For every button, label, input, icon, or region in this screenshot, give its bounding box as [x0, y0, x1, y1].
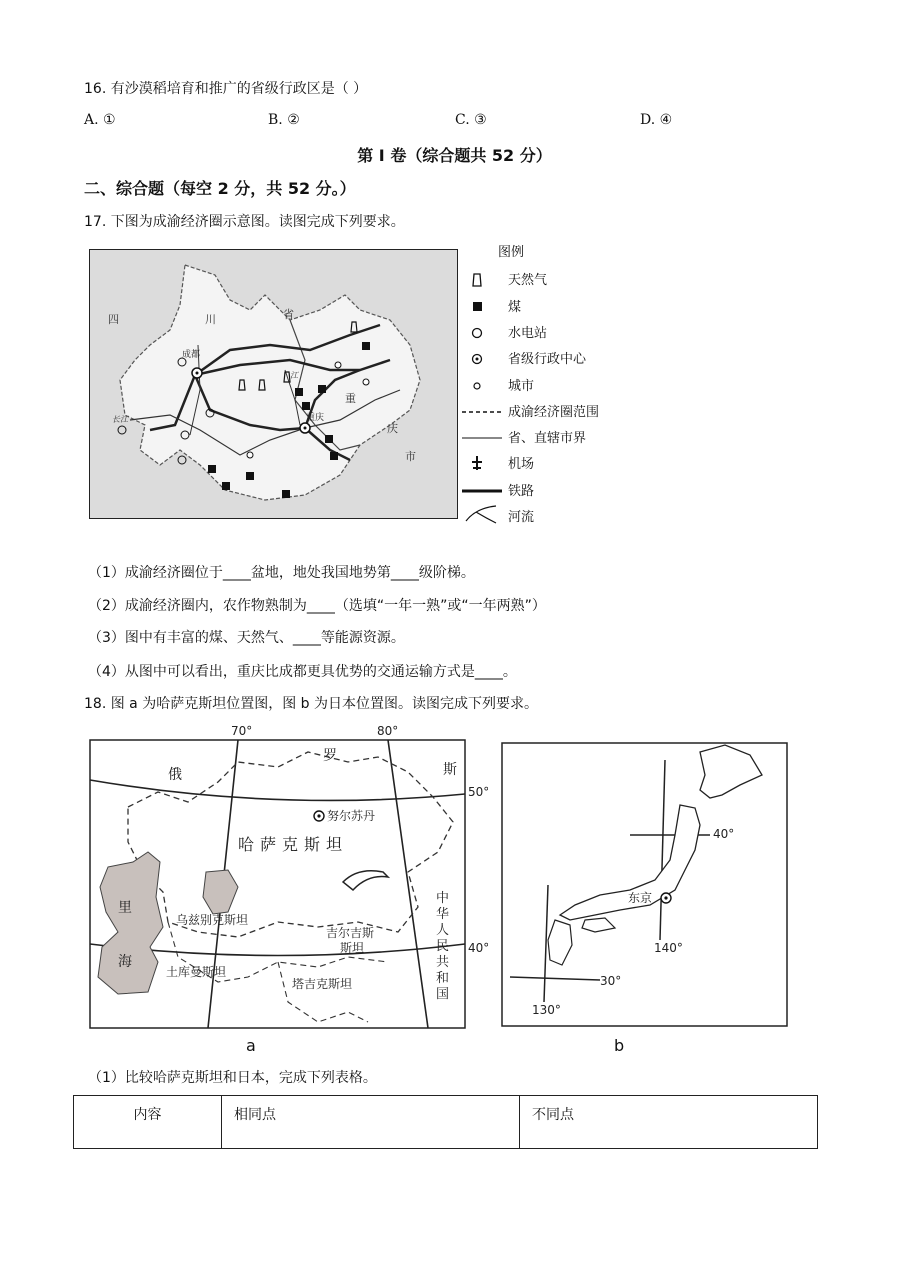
legend-item-river: 河流	[508, 510, 535, 525]
label-nursultan: 努尔苏丹	[327, 809, 376, 823]
label-jiang: 江	[290, 371, 298, 380]
label-china-3: 人	[436, 923, 450, 938]
gas-icon	[473, 274, 481, 286]
legend-item-gas: 天然气	[508, 273, 548, 288]
label-china-6: 和	[436, 971, 450, 986]
coal-icon	[473, 302, 482, 311]
legend-item-city: 城市	[508, 379, 535, 394]
label-hai: 海	[118, 954, 132, 970]
legend-item-capital: 省级行政中心	[508, 352, 587, 367]
legend-item-airport: 机场	[508, 457, 535, 472]
legend-item-circle: 成渝经济圈范围	[508, 405, 600, 420]
label-e: 俄	[168, 767, 182, 783]
table-header-same: 相同点	[222, 1096, 520, 1149]
q18-stem: 18. 图 a 为哈萨克斯坦位置图，图 b 为日本位置图。读图完成下列要求。	[84, 696, 538, 712]
map-a-caption: a	[246, 1036, 256, 1055]
label-kazakhstan: 哈萨克斯坦	[238, 835, 349, 854]
chengyu-map	[89, 249, 458, 519]
table-header-content: 内容	[74, 1096, 222, 1149]
hydro-icon	[473, 329, 482, 338]
kazakhstan-map-graphic	[88, 722, 488, 1034]
airport-icon	[472, 456, 482, 470]
lon-70-label: 70°	[231, 724, 253, 738]
label-china-1: 中	[436, 891, 450, 906]
q16-stem: 16. 有沙漠稻培育和推广的省级行政区是（ ）	[84, 81, 368, 97]
legend-item-coal: 煤	[508, 300, 522, 315]
river-icon	[466, 506, 496, 523]
label-chuan: 川	[205, 313, 216, 326]
label-china-7: 国	[436, 987, 450, 1002]
chengyu-legend	[462, 240, 622, 530]
label-sheng: 省	[283, 308, 294, 321]
lon-80-label: 80°	[377, 724, 399, 738]
japan-map-graphic	[500, 740, 792, 1032]
table-header-diff: 不同点	[520, 1096, 818, 1149]
label-turkmenistan: 土库曼斯坦	[166, 965, 227, 979]
label-chengdu: 成都	[182, 350, 201, 360]
label-kyrgyz-2: 斯坦	[340, 941, 365, 955]
label-shi: 市	[405, 450, 416, 463]
q16-option-c: C. ③	[455, 112, 487, 128]
lat-30-label-b: 30°	[600, 974, 622, 988]
legend-item-railway: 铁路	[508, 484, 535, 499]
legend-title: 图例	[498, 245, 525, 260]
label-tokyo: 东京	[628, 891, 653, 905]
q17-sub-3: （3）图中有丰富的煤、天然气、____等能源资源。	[88, 630, 405, 646]
label-tajikistan: 塔吉克斯坦	[292, 977, 353, 991]
label-li: 里	[118, 900, 132, 916]
comparison-table	[73, 1095, 818, 1149]
label-uzbekistan: 乌兹别克斯坦	[176, 913, 249, 927]
q17-sub-4: （4）从图中可以看出，重庆比成都更具优势的交通运输方式是____。	[88, 664, 517, 680]
lat-40-label: 40°	[468, 941, 488, 955]
q17-sub-2: （2）成渝经济圈内，农作物熟制为____（选填“一年一熟”或“一年两熟”）	[88, 598, 546, 614]
q16-option-a: A. ①	[84, 112, 116, 128]
label-si: 斯	[443, 762, 457, 778]
q16-option-d: D. ④	[640, 112, 673, 128]
section-heading: 二、综合题（每空 2 分，共 52 分。）	[84, 179, 356, 198]
q16-option-b: B. ②	[268, 112, 300, 128]
legend-graphic	[462, 240, 622, 530]
table-row	[74, 1096, 818, 1149]
label-luo: 罗	[323, 748, 337, 764]
map-b-caption: b	[614, 1036, 625, 1055]
lat-50-label: 50°	[468, 785, 488, 799]
label-changjiang: 长江	[112, 415, 128, 424]
volume-title: 第 I 卷（综合题共 52 分）	[357, 146, 552, 165]
label-china-2: 华	[436, 907, 450, 922]
kazakhstan-map	[88, 722, 488, 1034]
q17-stem: 17. 下图为成渝经济圈示意图。读图完成下列要求。	[84, 214, 405, 230]
japan-map	[500, 740, 792, 1032]
q18-sub-1: （1）比较哈萨克斯坦和日本，完成下列表格。	[88, 1070, 377, 1086]
label-chongqing: 重庆	[306, 413, 325, 423]
lon-130-label-b: 130°	[532, 1003, 561, 1017]
lon-140-label-b: 140°	[654, 941, 683, 955]
lat-40-label-b: 40°	[713, 827, 735, 841]
label-chong: 重	[345, 392, 356, 405]
label-china-5: 共	[436, 955, 450, 970]
legend-item-hydro: 水电站	[508, 326, 548, 341]
label-si: 四	[108, 313, 119, 326]
legend-item-boundary: 省、直辖市界	[508, 431, 587, 446]
label-qing: 庆	[387, 422, 398, 435]
label-china-4: 民	[436, 939, 450, 954]
city-icon	[474, 383, 480, 389]
q17-sub-1: （1）成渝经济圈位于____盆地，地处我国地势第____级阶梯。	[88, 565, 475, 581]
chengyu-map-graphic	[90, 250, 457, 518]
label-kyrgyz: 吉尔吉斯	[326, 926, 375, 940]
